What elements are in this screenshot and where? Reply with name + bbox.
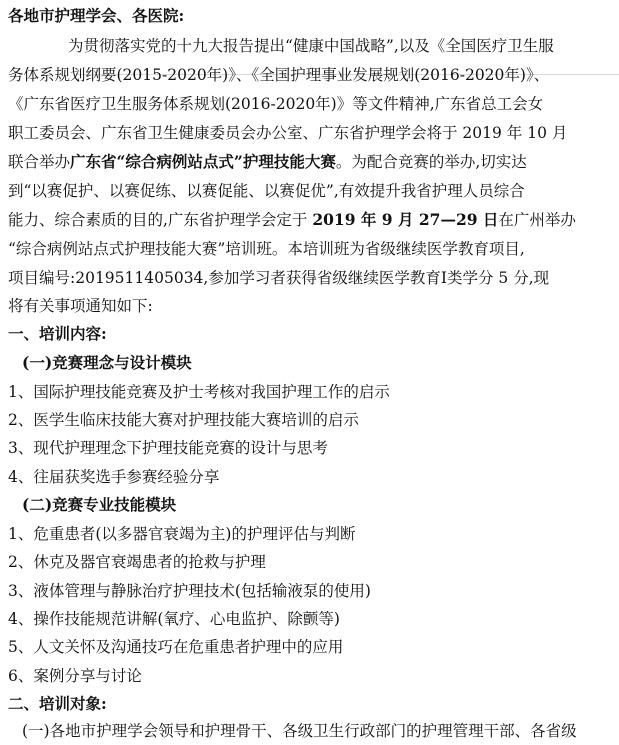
- module-2-item-5: 5、人文关怀及沟通技巧在危重患者护理中的应用: [8, 638, 344, 656]
- module-1-item-3: 3、现代护理理念下护理技能竞赛的设计与思考: [8, 439, 328, 457]
- intro-line-3: 《广东省医疗卫生服务体系规划(2016-2020年)》等文件精神,广东省总工会女: [8, 95, 544, 113]
- intro-line-5: [8, 148, 527, 176]
- intro-line-10: 将有关事项通知如下:: [8, 297, 153, 315]
- module-1-title: (一)竞赛理念与设计模块: [22, 353, 192, 372]
- salutation: 各地市护理学会、各医院:: [8, 6, 185, 25]
- module-1-item-2: 2、医学生临床技能大赛对护理技能大赛培训的启示: [8, 411, 359, 429]
- module-2-item-2: 2、休克及器官衰竭患者的抢救与护理: [8, 553, 266, 571]
- intro-line-4: 职工委员会、广东省卫生健康委员会办公室、广东省护理学会将于 2019 年 10 月: [8, 124, 568, 142]
- intro-line-7-post: 在广州举办: [498, 211, 576, 229]
- intro-line-6: 到“以赛促护、以赛促练、以赛促能、以赛促优”,有效提升我省护理人员综合: [8, 182, 525, 200]
- module-2-item-1: 1、危重患者(以多器官衰竭为主)的护理评估与判断: [8, 525, 356, 543]
- section-1-title: 一、培训内容:: [8, 324, 107, 343]
- intro-line-9: 项目编号:2019511405034,参加学习者获得省级继续医学教育Ⅰ类学分 5 分,现: [8, 269, 550, 287]
- intro-line-2: 务体系规划纲要(2015-2020年)》、《全国护理事业发展规划(2016-2020年)》、: [8, 66, 550, 84]
- module-2-item-4: 4、操作技能规范讲解(氧疗、心电监护、除颤等): [8, 610, 340, 628]
- intro-line-5-pre: 联合举办: [8, 153, 71, 171]
- section-2-title: 二、培训对象:: [8, 694, 107, 713]
- module-2-item-3: 3、液体管理与静脉治疗护理技术(包括输液泵的使用): [8, 582, 371, 600]
- module-2-item-6: 6、案例分享与讨论: [8, 667, 142, 685]
- intro-line-7-pre: 能力、综合素质的目的,广东省护理学会定于: [8, 211, 313, 229]
- intro-line-8: “综合病例站点式护理技能大赛”培训班。本培训班为省级继续医学教育项目,: [8, 240, 525, 258]
- intro-line-7: [8, 206, 576, 234]
- competition-name: 广东省“综合病例站点式”护理技能大赛: [70, 152, 336, 171]
- intro-line-1: 为贯彻落实党的十九大报告提出“健康中国战略”,以及《全国医疗卫生服: [68, 37, 554, 55]
- training-date: 2019 年 9 月 27—29 日: [312, 210, 499, 229]
- module-1-item-1: 1、国际护理技能竞赛及护士考核对我国护理工作的启示: [8, 383, 390, 401]
- module-1-item-4: 4、往届获奖选手参赛经验分享: [8, 468, 220, 486]
- target-line-1: (一)各地市护理学会领导和护理骨干、各级卫生行政部门的护理管理干部、各省级: [22, 722, 577, 740]
- module-2-title: (二)竞赛专业技能模块: [22, 495, 177, 514]
- intro-line-5-post: 。为配合竞赛的举办,切实达: [335, 153, 527, 171]
